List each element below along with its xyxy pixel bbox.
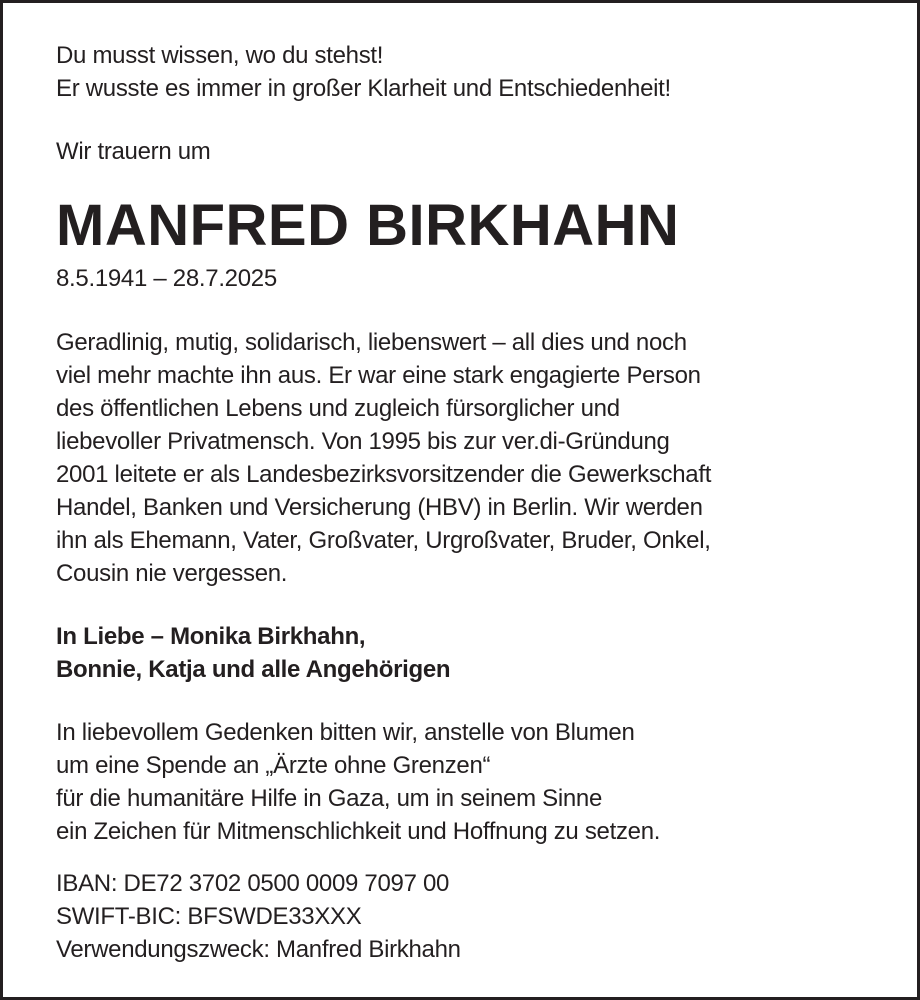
bio-line: Cousin nie vergessen. [56, 560, 288, 587]
motto-line: Du musst wissen, wo du stehst! [56, 42, 384, 69]
donation-line: um eine Spende an „Ärzte ohne Grenzen“ [56, 752, 491, 779]
bank-details [56, 867, 461, 966]
intro-text: Wir trauern um [56, 138, 211, 165]
bio-line: liebevoller Privatmensch. Von 1995 bis zur ver.di-Gründung [56, 428, 670, 455]
signature-line: Bonnie, Katja und alle Angehörigen [56, 656, 451, 683]
iban: IBAN: DE72 3702 0500 0009 7097 00 [56, 870, 450, 897]
payment-purpose: Verwendungszweck: Manfred Birkhahn [56, 936, 461, 963]
bio-line: ihn als Ehemann, Vater, Großvater, Urgroßvater, Bruder, Onkel, [56, 527, 711, 554]
bio-line: viel mehr machte ihn aus. Er war eine stark engagierte Person [56, 362, 701, 389]
swift-bic: SWIFT-BIC: BFSWDE33XXX [56, 903, 362, 930]
bio-line: 2001 leitete er als Landesbezirksvorsitzender die Gewerkschaft [56, 461, 712, 488]
mourners-signature [56, 620, 450, 686]
motto [56, 39, 671, 105]
bio-line: des öffentlichen Lebens und zugleich fürsorglicher und [56, 395, 620, 422]
biography [56, 326, 711, 590]
donation-line: In liebevollem Gedenken bitten wir, anstelle von Blumen [56, 719, 635, 746]
signature-line: In Liebe – Monika Birkhahn, [56, 623, 366, 650]
motto-line: Er wusste es immer in großer Klarheit und Entschiedenheit! [56, 75, 671, 102]
bio-line: Handel, Banken und Versicherung (HBV) in Berlin. Wir werden [56, 494, 703, 521]
bio-line: Geradlinig, mutig, solidarisch, liebenswert – all dies und noch [56, 329, 687, 356]
deceased-name: MANFRED BIRKHAHN [56, 193, 680, 258]
life-dates: 8.5.1941 – 28.7.2025 [56, 265, 277, 292]
donation-request [56, 716, 660, 848]
donation-line: ein Zeichen für Mitmenschlichkeit und Hoffnung zu setzen. [56, 818, 661, 845]
donation-line: für die humanitäre Hilfe in Gaza, um in seinem Sinne [56, 785, 603, 812]
